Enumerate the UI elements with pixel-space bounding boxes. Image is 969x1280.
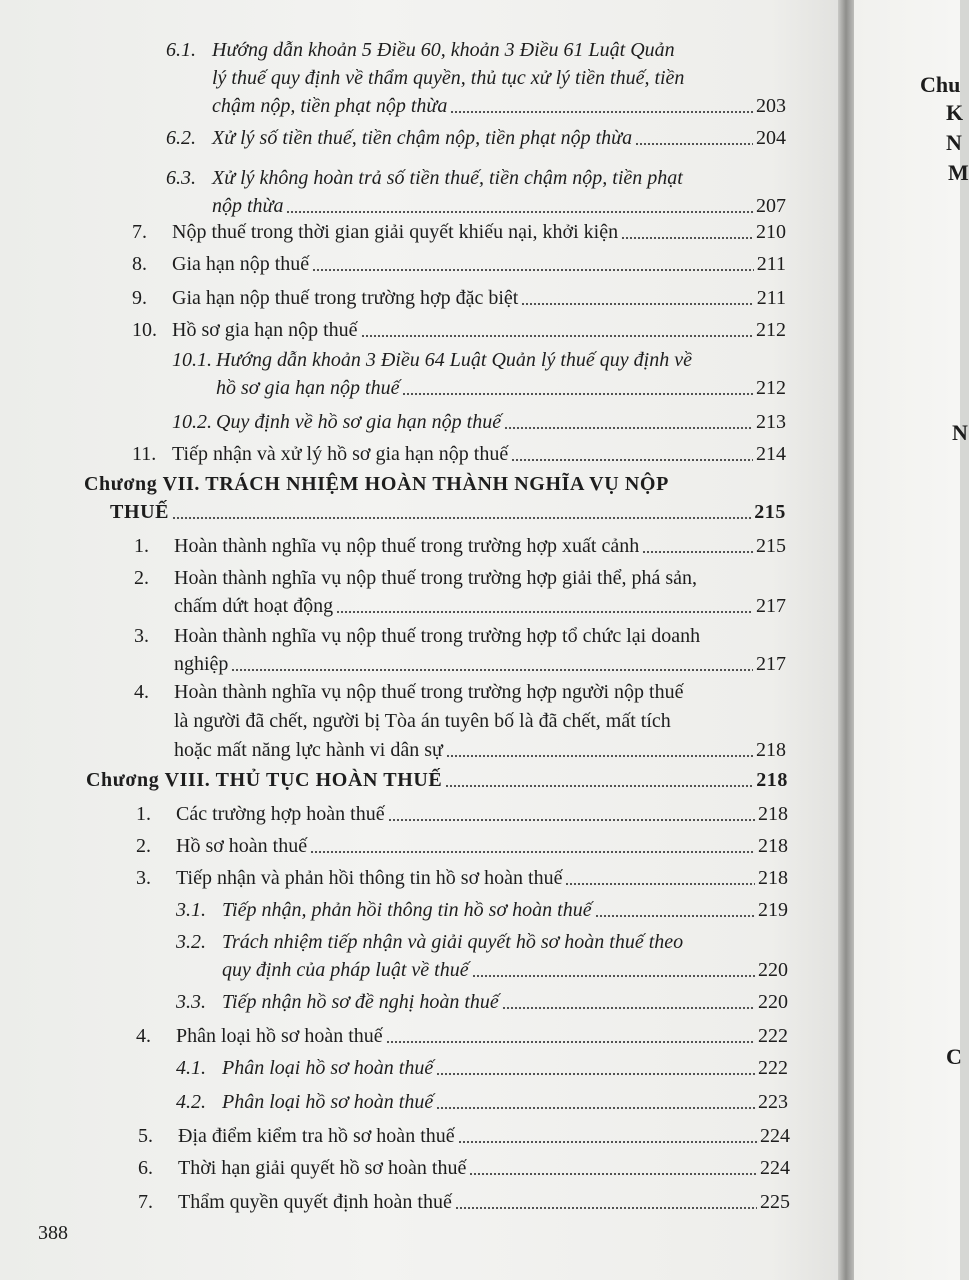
leader-dots: [310, 851, 755, 853]
toc-page-number: 218: [758, 803, 788, 825]
toc-number: 2.: [134, 567, 149, 589]
toc-number: 6.3.: [166, 167, 196, 189]
leader-dots: [595, 915, 755, 917]
toc-entry: [136, 828, 788, 860]
book-gutter: [838, 0, 854, 1280]
leader-dots: [502, 1007, 755, 1009]
toc-text: Hồ sơ hoàn thuế: [176, 835, 308, 857]
adjacent-page-fragment: C: [946, 1044, 962, 1069]
toc-number: 10.: [132, 319, 157, 341]
toc-page-number: 212: [756, 377, 786, 399]
toc-entry: [132, 246, 786, 278]
toc-number: 4.: [136, 1025, 151, 1047]
adjacent-page: [854, 0, 969, 1280]
toc-entry: [132, 312, 786, 344]
toc-entry: [134, 676, 786, 764]
toc-entry: [132, 214, 786, 246]
toc-number: 4.2.: [176, 1091, 206, 1113]
toc-page-number: 215: [754, 501, 786, 523]
toc-number: 8.: [132, 253, 147, 275]
toc-text: Hồ sơ gia hạn nộp thuế: [172, 319, 358, 341]
toc-text-line: Hướng dẫn khoản 3 Điều 64 Luật Quản lý thuế quy định về: [216, 349, 692, 371]
toc-page-number: 224: [760, 1157, 790, 1179]
toc-text: Thời hạn giải quyết hồ sơ hoàn thuế: [178, 1157, 467, 1179]
leader-dots: [458, 1141, 757, 1143]
toc-page-number: 223: [758, 1091, 788, 1113]
toc-entry: [166, 120, 786, 152]
toc-page-number: 219: [758, 899, 788, 921]
toc-text-line: Hoàn thành nghĩa vụ nộp thuế trong trường hợp người nộp thuế: [174, 681, 684, 703]
toc-entry: [134, 528, 786, 560]
toc-entry: [138, 1150, 790, 1182]
toc-number: 10.1.: [172, 349, 212, 371]
toc-text: Phân loại hồ sơ hoàn thuế: [222, 1091, 434, 1113]
toc-number: 6.2.: [166, 127, 196, 149]
leader-dots: [511, 459, 753, 461]
toc-text: Gia hạn nộp thuế: [172, 253, 310, 275]
leader-dots: [446, 755, 753, 757]
toc-number: 3.: [134, 625, 149, 647]
toc-number: 11.: [132, 443, 157, 465]
toc-number: 3.1.: [176, 899, 206, 921]
toc-entry: [166, 160, 786, 220]
chapter-title: THUẾ: [110, 501, 170, 523]
toc-text-line: Hướng dẫn khoản 5 Điều 60, khoản 3 Điều 61 Luật Quản: [212, 39, 675, 61]
toc-number: 6.1.: [166, 39, 196, 61]
toc-text: chấm dứt hoạt động: [174, 595, 334, 617]
toc-number: 6.: [138, 1157, 153, 1179]
toc-page-number: 222: [758, 1025, 788, 1047]
toc-text: Quy định về hồ sơ gia hạn nộp thuế: [216, 411, 502, 433]
toc-page-number: 214: [756, 443, 786, 465]
toc-entry: [166, 36, 786, 120]
leader-dots: [504, 427, 753, 429]
leader-dots: [436, 1073, 755, 1075]
toc-page-number: 225: [760, 1191, 790, 1213]
toc-entry: [134, 560, 786, 620]
toc-chapter: [86, 762, 788, 794]
toc-page-number: 215: [756, 535, 786, 557]
leader-dots: [469, 1173, 757, 1175]
adjacent-page-fragment: M: [948, 160, 969, 185]
toc-number: 3.: [136, 867, 151, 889]
toc-text-line: Hoàn thành nghĩa vụ nộp thuế trong trường hợp tổ chức lại doanh: [174, 625, 701, 647]
toc-text: Gia hạn nộp thuế trong trường hợp đặc biệt: [172, 287, 519, 309]
toc-entry: [176, 924, 788, 984]
toc-page-number: 222: [758, 1057, 788, 1079]
adjacent-page-fragment: Chu: [920, 72, 961, 97]
adjacent-page-fragment: N: [946, 130, 962, 155]
toc-page-number: 217: [756, 653, 786, 675]
toc-number: 2.: [136, 835, 151, 857]
adjacent-page-fragment: K: [946, 100, 964, 125]
leader-dots: [386, 1041, 755, 1043]
toc-number: 10.2.: [172, 411, 212, 433]
leader-dots: [388, 819, 755, 821]
leader-dots: [472, 975, 755, 977]
leader-dots: [642, 551, 753, 553]
toc-page-number: 218: [756, 769, 788, 791]
toc-text: quy định của pháp luật về thuế: [222, 959, 469, 981]
toc-text: Phân loại hồ sơ hoàn thuế: [176, 1025, 383, 1047]
toc-page-number: 212: [756, 319, 786, 341]
toc-number: 7.: [138, 1191, 153, 1213]
toc-page-number: 218: [756, 739, 786, 761]
toc-number: 5.: [138, 1125, 153, 1147]
toc-text-line: Xử lý không hoàn trả số tiền thuế, tiền chậm nộp, tiền phạt: [212, 167, 683, 189]
adjacent-page-fragment: N: [952, 420, 968, 445]
toc-text-line: lý thuế quy định về thẩm quyền, thủ tục xử lý tiền thuế, tiền: [212, 67, 685, 89]
toc-text: nghiệp: [174, 653, 229, 675]
toc-text: Tiếp nhận và phản hồi thông tin hồ sơ hoàn thuế: [176, 867, 563, 889]
leader-dots: [361, 335, 753, 337]
toc-text: nộp thừa: [212, 195, 284, 217]
toc-number: 4.: [134, 681, 149, 703]
leader-dots: [445, 785, 753, 787]
toc-page-number: 211: [756, 253, 786, 275]
leader-dots: [436, 1107, 755, 1109]
toc-page-number: 217: [756, 595, 786, 617]
toc-entry: [176, 1050, 788, 1082]
chapter-title: Chương VIII. THỦ TỤC HOÀN THUẾ: [86, 769, 443, 791]
leader-dots: [336, 611, 753, 613]
toc-entry: [132, 280, 786, 312]
leader-dots: [172, 517, 751, 519]
toc-number: 1.: [134, 535, 149, 557]
leader-dots: [565, 883, 755, 885]
toc-number: 3.3.: [176, 991, 206, 1013]
toc-text: Xử lý số tiền thuế, tiền chậm nộp, tiền phạt nộp thừa: [212, 127, 633, 149]
toc-page-number: 213: [756, 411, 786, 433]
toc-page-number: 207: [756, 195, 786, 217]
toc-text: Nộp thuế trong thời gian giải quyết khiếu nại, khởi kiện: [172, 221, 619, 243]
toc-entry: [136, 796, 788, 828]
toc-number: 9.: [132, 287, 147, 309]
toc-entry: [136, 1018, 788, 1050]
toc-page-number: 204: [756, 127, 786, 149]
toc-page-number: 224: [760, 1125, 790, 1147]
page-number: 388: [38, 1222, 68, 1244]
toc-entry: [172, 342, 786, 402]
leader-dots: [455, 1207, 757, 1209]
leader-dots: [635, 143, 753, 145]
toc-entry: [176, 1084, 788, 1116]
toc-text: chậm nộp, tiền phạt nộp thừa: [212, 95, 448, 117]
leader-dots: [402, 393, 753, 395]
toc-page-number: 218: [758, 835, 788, 857]
toc-page-number: 203: [756, 95, 786, 117]
toc-page-number: 220: [758, 959, 788, 981]
toc-text: Hoàn thành nghĩa vụ nộp thuế trong trường hợp xuất cảnh: [174, 535, 640, 557]
toc-text-line: là người đã chết, người bị Tòa án tuyên bố là đã chết, mất tích: [174, 710, 671, 732]
leader-dots: [312, 269, 754, 271]
toc-text: Các trường hợp hoàn thuế: [176, 803, 385, 825]
toc-entry: [176, 984, 788, 1016]
leader-dots: [450, 111, 753, 113]
leader-dots: [286, 211, 753, 213]
leader-dots: [621, 237, 753, 239]
toc-text: hoặc mất năng lực hành vi dân sự: [174, 739, 443, 761]
toc-entry: [136, 860, 788, 892]
toc-entry: [172, 404, 786, 436]
toc-text: hồ sơ gia hạn nộp thuế: [216, 377, 400, 399]
toc-text: Địa điểm kiểm tra hồ sơ hoàn thuế: [178, 1125, 455, 1147]
toc-page-number: 220: [758, 991, 788, 1013]
leader-dots: [521, 303, 753, 305]
toc-entry: [138, 1184, 790, 1216]
toc-entry: [176, 892, 788, 924]
toc-text: Tiếp nhận hồ sơ đề nghị hoàn thuế: [222, 991, 499, 1013]
toc-text-line: Hoàn thành nghĩa vụ nộp thuế trong trường hợp giải thể, phá sản,: [174, 567, 698, 589]
toc-page-number: 210: [756, 221, 786, 243]
toc-number: 4.1.: [176, 1057, 206, 1079]
toc-text: Tiếp nhận, phản hồi thông tin hồ sơ hoàn thuế: [222, 899, 592, 921]
toc-entry: [132, 436, 786, 468]
toc-number: 1.: [136, 803, 151, 825]
toc-number: 3.2.: [176, 931, 206, 953]
toc-entry: [134, 618, 786, 678]
toc-page-number: 211: [756, 287, 786, 309]
toc-text: Tiếp nhận và xử lý hồ sơ gia hạn nộp thuế: [172, 443, 509, 465]
toc-number: 7.: [132, 221, 147, 243]
toc-text: Thẩm quyền quyết định hoàn thuế: [178, 1191, 452, 1213]
toc-entry: [138, 1118, 790, 1150]
toc-chapter: [84, 466, 786, 526]
toc-page-number: 218: [758, 867, 788, 889]
toc-text: Phân loại hồ sơ hoàn thuế: [222, 1057, 434, 1079]
chapter-title-line: Chương VII. TRÁCH NHIỆM HOÀN THÀNH NGHĨA VỤ NỘP: [84, 473, 669, 495]
toc-text-line: Trách nhiệm tiếp nhận và giải quyết hồ sơ hoàn thuế theo: [222, 931, 684, 953]
leader-dots: [231, 669, 753, 671]
